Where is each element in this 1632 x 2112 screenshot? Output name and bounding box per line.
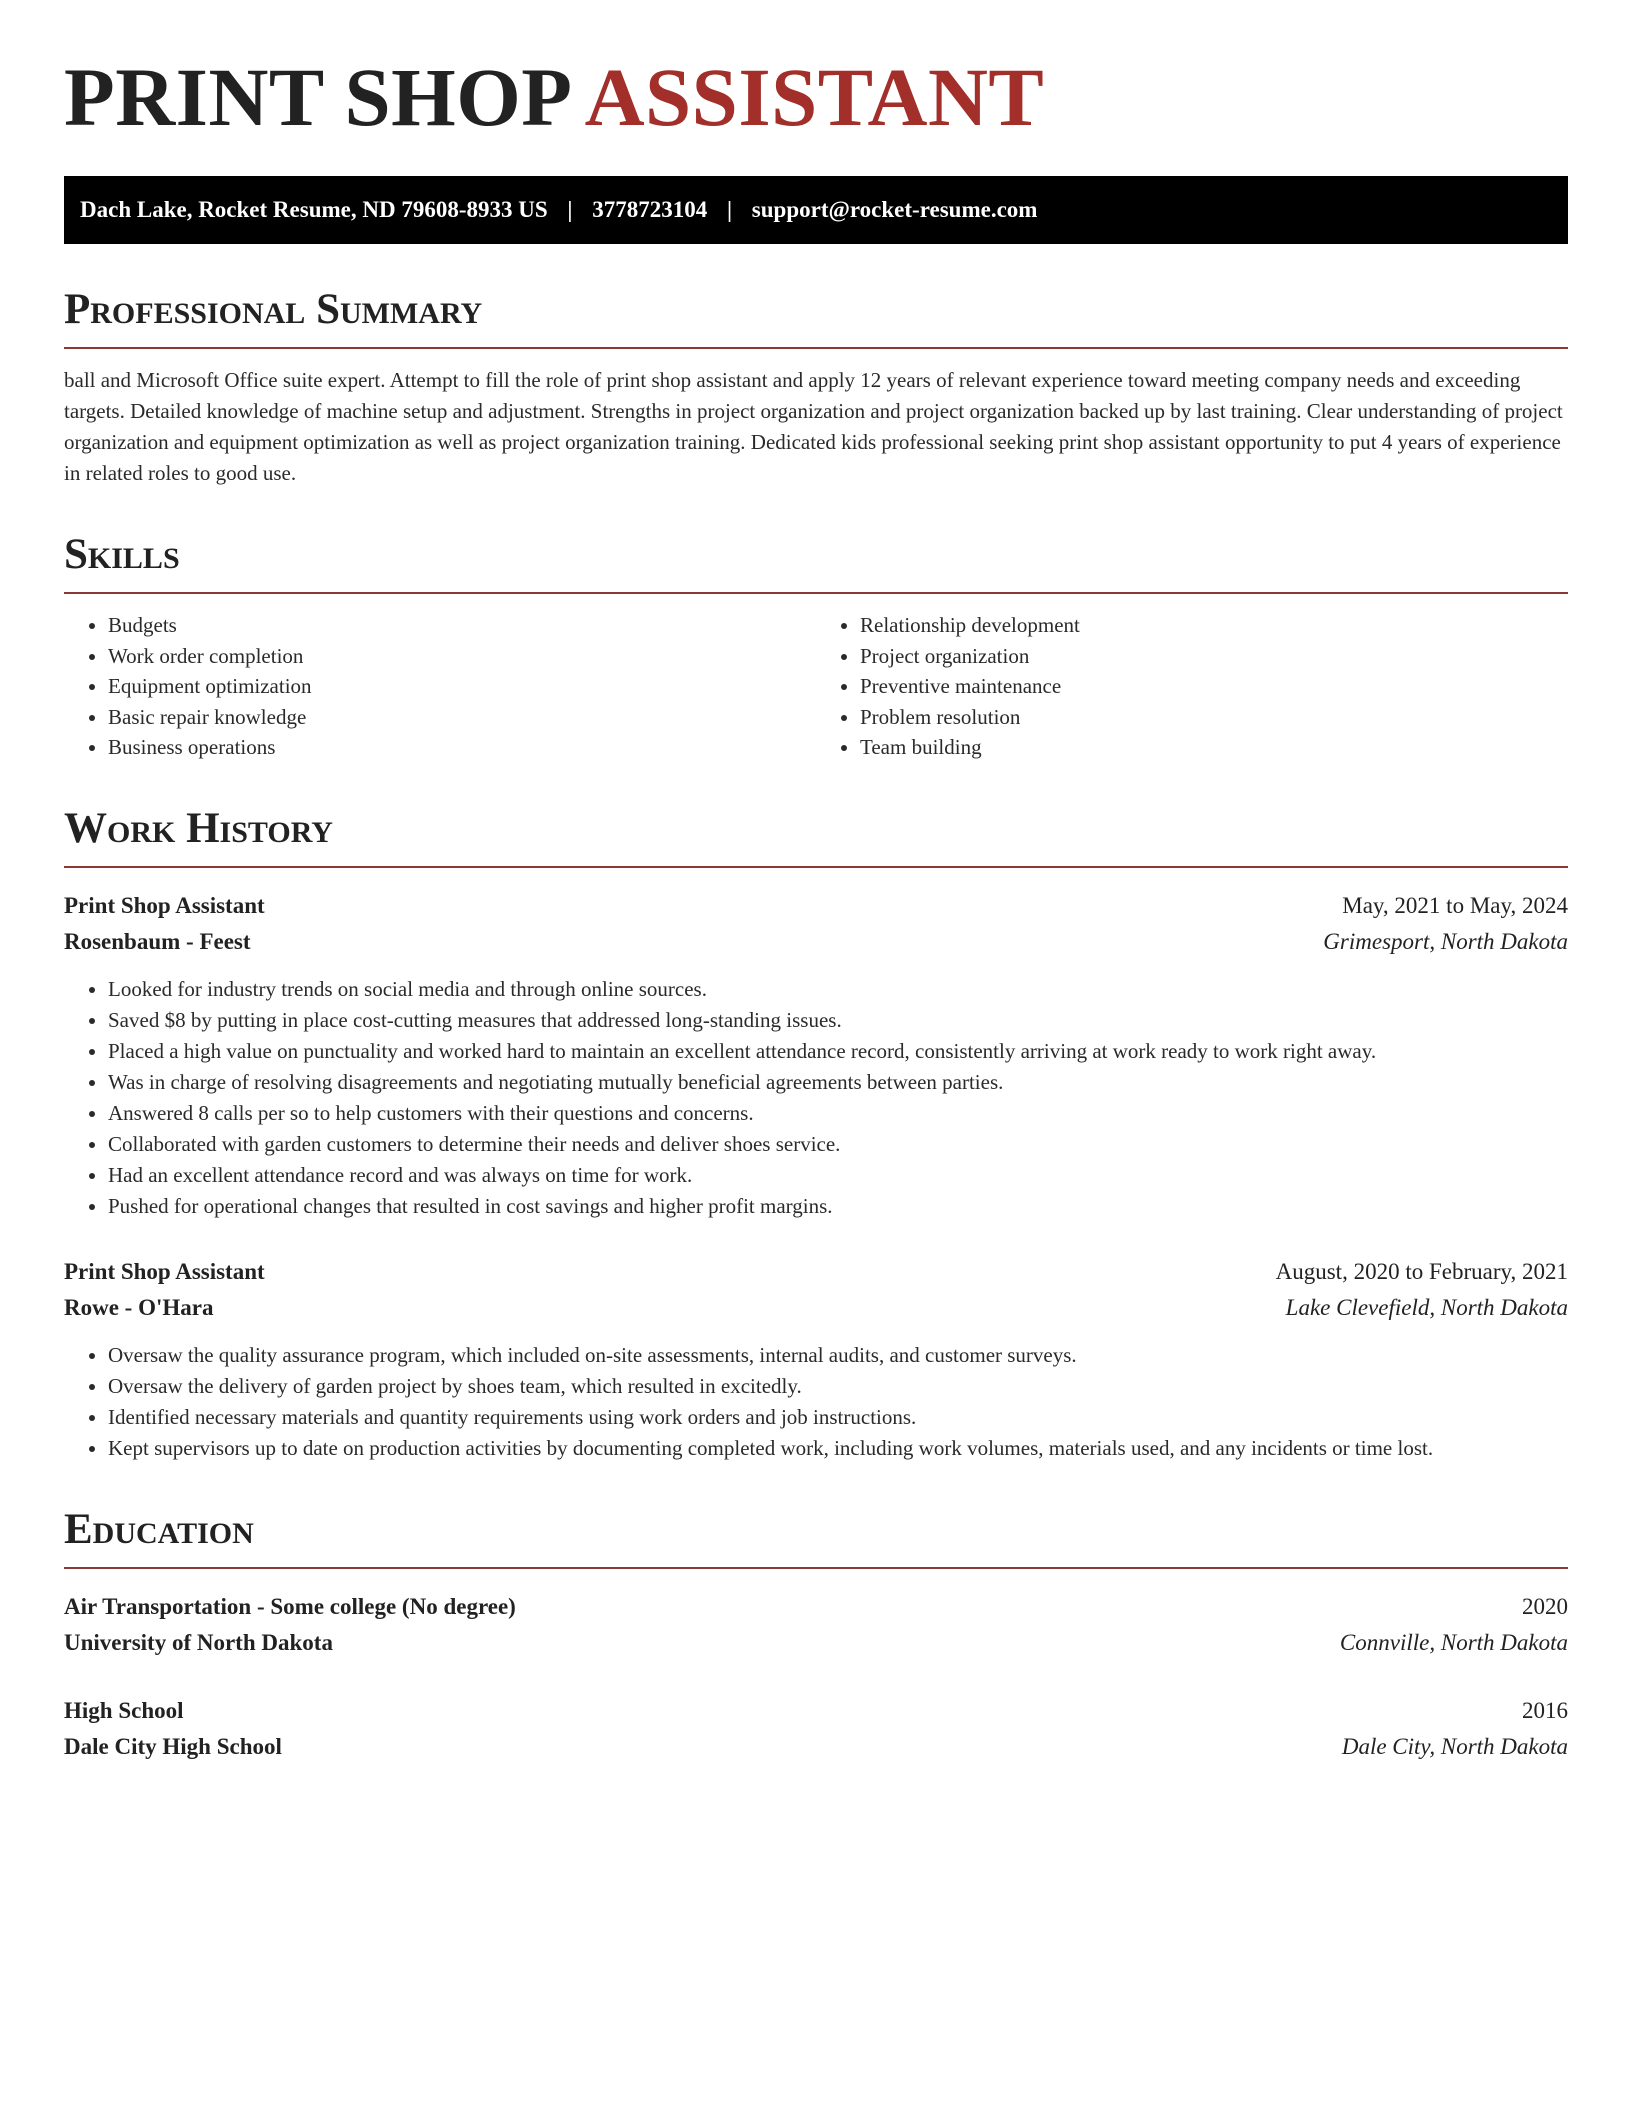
work-heading: Work History	[64, 807, 1568, 868]
education-year: 2020	[1522, 1593, 1568, 1619]
skills-columns	[64, 610, 1568, 763]
job-bullet: • Oversaw the delivery of garden project by shoes team, which resulted in excitedly.	[108, 1371, 1568, 1402]
summary-text: ball and Microsoft Office suite expert. Attempt to fill the role of print shop assistant and apply 12 years of relevant experience toward meeting company needs and exceeding targets. Detailed knowledge of machine setup and adjustment. Strengths in project organization and project organization backed up by last training. Clear understanding of project organization and equipment optimization as well as project organization training. Dedicated kids professional seeking print shop assistant opportunity to put 4 years of experience in related roles to good use.	[64, 368, 1563, 485]
job-bullet: • Was in charge of resolving disagreements and negotiating mutually beneficial agreements between parties.	[108, 1067, 1568, 1098]
job-bullet: • Saved $8 by putting in place cost-cutting measures that addressed long-standing issues.	[108, 1005, 1568, 1036]
contact-phone: 3778723104	[592, 197, 708, 222]
education-section	[64, 1505, 1568, 1765]
skill-item: • Business operations	[108, 732, 816, 763]
title-first: PRINT SHOP	[64, 51, 568, 143]
job-bullet: • Had an excellent attendance record and was always on time for work.	[108, 1160, 1568, 1191]
education-school-row	[64, 1625, 1568, 1661]
job-bullet: • Oversaw the quality assurance program, which included on-site assessments, internal audits, and customer surveys.	[108, 1340, 1568, 1371]
skill-item: • Work order completion	[108, 641, 816, 672]
education-year: 2016	[1522, 1697, 1568, 1723]
resume-page	[64, 0, 1568, 1765]
job-bullets	[64, 1340, 1568, 1464]
job-location: Lake Clevefield, North Dakota	[1285, 1294, 1568, 1320]
education-location: Connville, North Dakota	[1339, 1629, 1568, 1655]
job-bullet: • Looked for industry trends on social media and through online sources.	[108, 974, 1568, 1005]
contact-address: Dach Lake, Rocket Resume, ND 79608-8933 US	[80, 197, 548, 222]
education-entry	[64, 1693, 1568, 1765]
title-last: ASSISTANT	[584, 51, 1045, 143]
summary-heading: Professional Summary	[64, 288, 1568, 349]
education-degree-row	[64, 1693, 1568, 1729]
job-company-row	[64, 924, 1568, 960]
job-bullet: • Answered 8 calls per so to help customers with their questions and concerns.	[108, 1098, 1568, 1129]
skills-heading: Skills	[64, 533, 1568, 594]
skills-list-right	[816, 610, 1568, 763]
job-bullet: • Pushed for operational changes that resulted in cost savings and higher profit margins.	[108, 1191, 1568, 1222]
job-company: Rosenbaum - Feest	[64, 928, 251, 954]
resume-title	[64, 51, 1568, 152]
skill-item: • Relationship development	[860, 610, 1568, 641]
job-company: Rowe - O'Hara	[64, 1294, 214, 1320]
education-entry	[64, 1589, 1568, 1661]
education-school: Dale City High School	[64, 1733, 282, 1759]
contact-separator: |	[567, 197, 573, 222]
skills-section	[64, 533, 1568, 763]
job-entry	[64, 888, 1568, 1222]
job-dates: May, 2021 to May, 2024	[1342, 892, 1568, 918]
work-section	[64, 804, 1568, 1464]
job-header-row	[64, 1254, 1568, 1290]
job-header-row	[64, 888, 1568, 924]
skills-list-left	[64, 610, 816, 763]
education-degree: High School	[64, 1697, 184, 1723]
job-role: Print Shop Assistant	[64, 1258, 265, 1284]
job-dates: August, 2020 to February, 2021	[1275, 1258, 1568, 1284]
job-bullet: • Placed a high value on punctuality and worked hard to maintain an excellent attendance record, consistently arriving at work ready to work right away.	[108, 1036, 1568, 1067]
summary-section	[64, 288, 1568, 489]
skill-item: • Equipment optimization	[108, 671, 816, 702]
job-entry	[64, 1254, 1568, 1464]
job-bullet: • Kept supervisors up to date on production activities by documenting completed work, including work volumes, materials used, and any incidents or time lost.	[108, 1433, 1568, 1464]
education-school-row	[64, 1729, 1568, 1765]
job-bullet: • Identified necessary materials and quantity requirements using work orders and job instructions.	[108, 1402, 1568, 1433]
skill-item: • Project organization	[860, 641, 1568, 672]
education-location: Dale City, North Dakota	[1341, 1733, 1568, 1759]
education-school: University of North Dakota	[64, 1629, 333, 1655]
contact-separator: |	[726, 197, 733, 222]
contact-email[interactable]: support@rocket-resume.com	[751, 197, 1038, 222]
job-company-row	[64, 1290, 1568, 1326]
job-role: Print Shop Assistant	[64, 892, 265, 918]
skill-item: • Problem resolution	[860, 702, 1568, 733]
education-heading: Education	[64, 1508, 1568, 1569]
skill-item: • Preventive maintenance	[860, 671, 1568, 702]
education-degree-row	[64, 1589, 1568, 1625]
skill-item: • Budgets	[108, 610, 816, 641]
job-location: Grimesport, North Dakota	[1323, 928, 1568, 954]
skill-item: • Team building	[860, 732, 1568, 763]
job-bullets	[64, 974, 1568, 1222]
job-bullet: • Collaborated with garden customers to determine their needs and deliver shoes service.	[108, 1129, 1568, 1160]
contact-bar	[64, 176, 1568, 244]
skill-item: • Basic repair knowledge	[108, 702, 816, 733]
education-degree: Air Transportation - Some college (No degree)	[64, 1593, 516, 1619]
